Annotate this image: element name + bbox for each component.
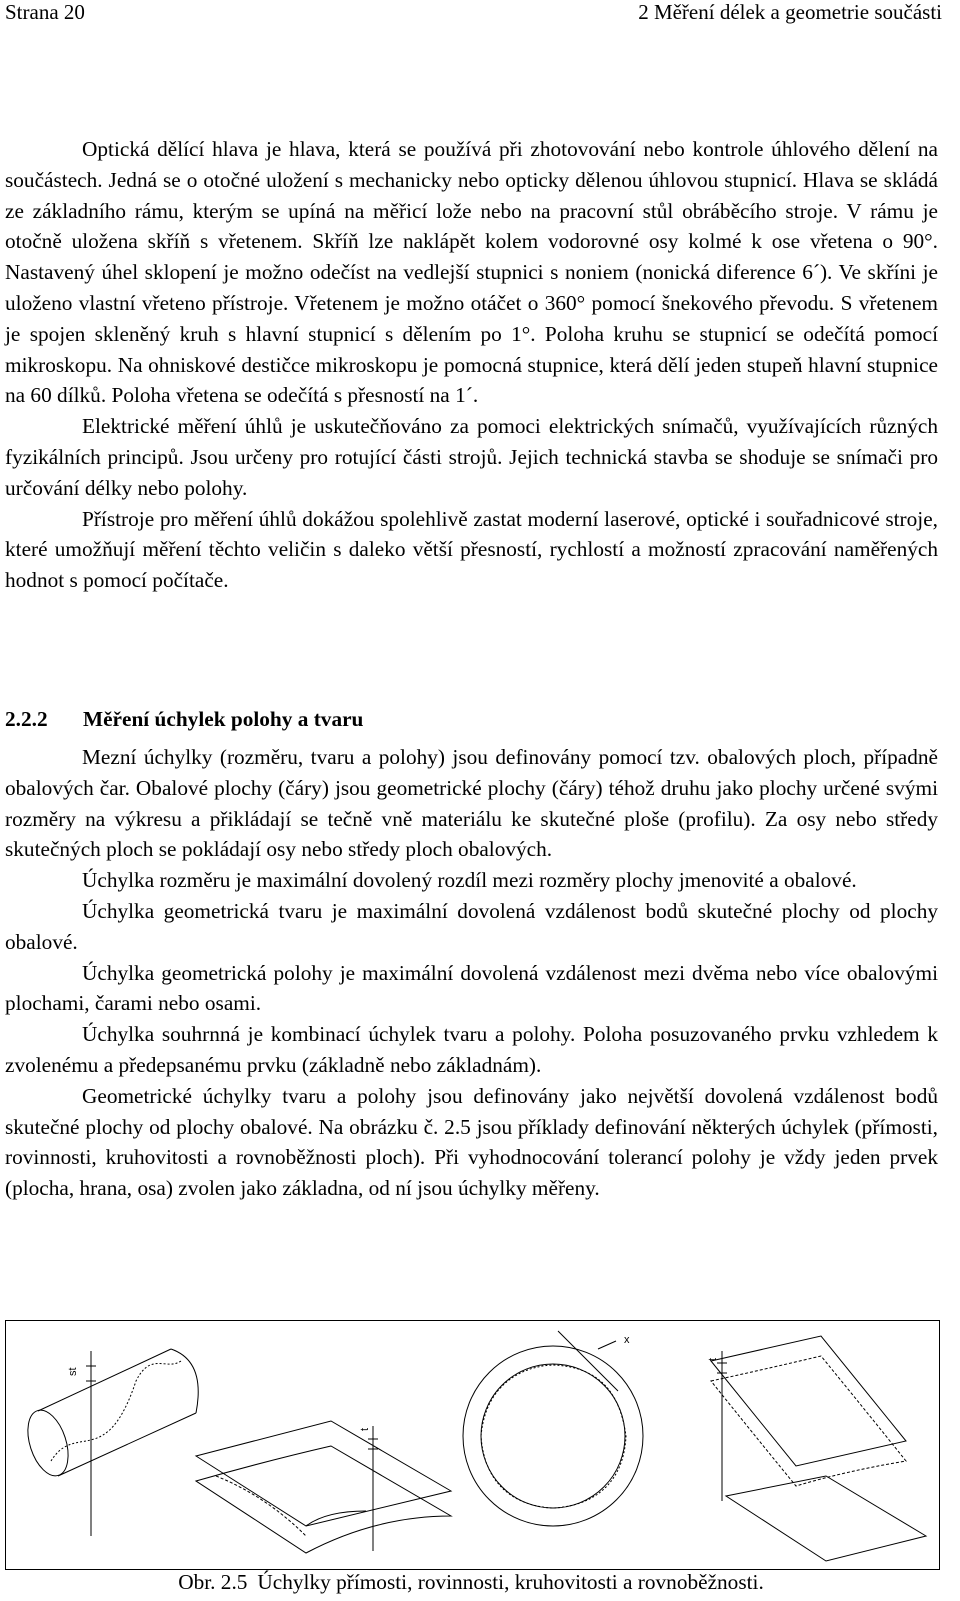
- parallel-label: t: [707, 1357, 719, 1361]
- paragraph-size-deviation: Úchylka rozměru je maximální dovolený rozdíl mezi rozměry plochy jmenovité a obalové.: [82, 868, 857, 893]
- plane-flatness-diagram: [196, 1421, 451, 1553]
- chapter-title: 2 Měření délek a geometrie součásti: [638, 0, 942, 24]
- cylinder-straightness-diagram: [20, 1349, 198, 1536]
- circle-label: x: [624, 1334, 630, 1346]
- paragraph-position-deviation: Úchylka geometrická polohy je maximální dovolená vzdálenost mezi dvěma nebo více obalovými plochami, čarami nebo osami.: [5, 960, 938, 1016]
- section-number: 2.2.2: [5, 707, 48, 731]
- figure-number: Obr. 2.5: [178, 1570, 248, 1594]
- figure-caption-text: Úchylky přímosti, rovinnosti, kruhovitosti a rovnoběžnosti.: [257, 1570, 764, 1594]
- figure-frame: [5, 1320, 940, 1570]
- body-text-section: [5, 742, 938, 1204]
- paragraph-geometric-deviations: Geometrické úchylky tvaru a polohy jsou definovány jako největší dovolená vzdálenost bodů skutečné plochy od plochy obalové. Na obrázku č. 2.5 jsou příklady definování některých úchylek (přímosti, rovinnosti, kruhovitosti a rovnoběžnosti ploch). Při vyhodnocování tolerancí polohy je vždy jeden prvek (plocha, hrana, osa) zvolen jako základna, od ní jsou úchylky měřeny.: [5, 1083, 938, 1201]
- page-number: Strana 20: [5, 0, 85, 24]
- paragraph-combined-deviation: Úchylka souhrnná je kombinací úchylek tvaru a polohy. Poloha posuzovaného prvku vzhledem k zvolenému a předepsanému prvku (základně nebo základnám).: [5, 1022, 938, 1077]
- circle-roundness-diagram: [463, 1331, 643, 1526]
- section-title: Měření úchylek polohy a tvaru: [83, 707, 364, 731]
- figure-caption: [0, 1568, 942, 1596]
- cylinder-label: st: [67, 1367, 79, 1376]
- section-heading: [5, 704, 363, 734]
- paragraph-form-deviation: Úchylka geometrická tvaru je maximální dovolená vzdálenost bodů skutečné plochy od plochy obalové.: [5, 898, 938, 954]
- paragraph-limit-deviations: Mezní úchylky (rozměru, tvaru a polohy) jsou definovány pomocí tzv. obalových ploch, případně obalových čar. Obalové plochy (čáry) jsou geometrické plochy (čáry) téhož druhu jako plochy určené svými rozměry na výkresu a přikládají se tečně vně materiálu ke skutečné ploše (profilu). Za osy nebo středy skutečných ploch se pokládají osy nebo středy ploch obalových.: [5, 745, 938, 862]
- body-text-top: [5, 134, 938, 596]
- paragraph-angle-instruments: Přístroje pro měření úhlů dokážou spolehlivě zastat moderní laserové, optické i souřadnicové stroje, které umožňují měření těchto veličin s daleko větší přesností, rychlostí a možností zpracování naměřených hodnot s pomocí počítače.: [5, 506, 938, 593]
- plane-parallelism-diagram: [711, 1336, 926, 1561]
- plane-label: t: [359, 1427, 371, 1431]
- paragraph-electric-measurement: Elektrické měření úhlů je uskutečňováno za pomoci elektrických snímačů, využívajících různých fyzikálních principů. Jsou určeny pro rotující části strojů. Jejich technická stavba se shoduje se snímači pro určování délky nebo polohy.: [5, 414, 938, 500]
- page-header: [0, 0, 942, 24]
- paragraph-optical-dividing-head: Optická dělící hlava je hlava, která se používá při zhotovování nebo kontrole úhlového dělení na součástech. Jedná se o otočné uložení s mechanicky nebo opticky dělenou úhlovou stupnicí. Hlava se skládá ze základního rámu, kterým se upíná na měřicí lože nebo na pracovní stůl obráběcího stroje. V rámu je otočně uložena skříň s vřetenem. Skříň lze naklápět kolem vodorovné osy kolmé k ose vřetena o 90°. Nastavený úhel sklopení je možno odečíst na vedlejší stupnici s noniem (nonická diference 6´). Ve skříni je uloženo vlastní vřeteno přístroje. Vřetenem je možno otáčet o 360° pomocí šnekového převodu. S vřetenem je spojen skleněný kruh s hlavní stupnicí s dělením po 1°. Poloha kruhu se stupnicí se odečítá pomocí mikroskopu. Na ohniskové destičce mikroskopu je pomocná stupnice, která dělí jeden stupeň hlavní stupnice na 60 dílků. Poloha vřetena se odečítá s přesností na 1´.: [5, 137, 938, 408]
- deviation-figure: [6, 1321, 941, 1571]
